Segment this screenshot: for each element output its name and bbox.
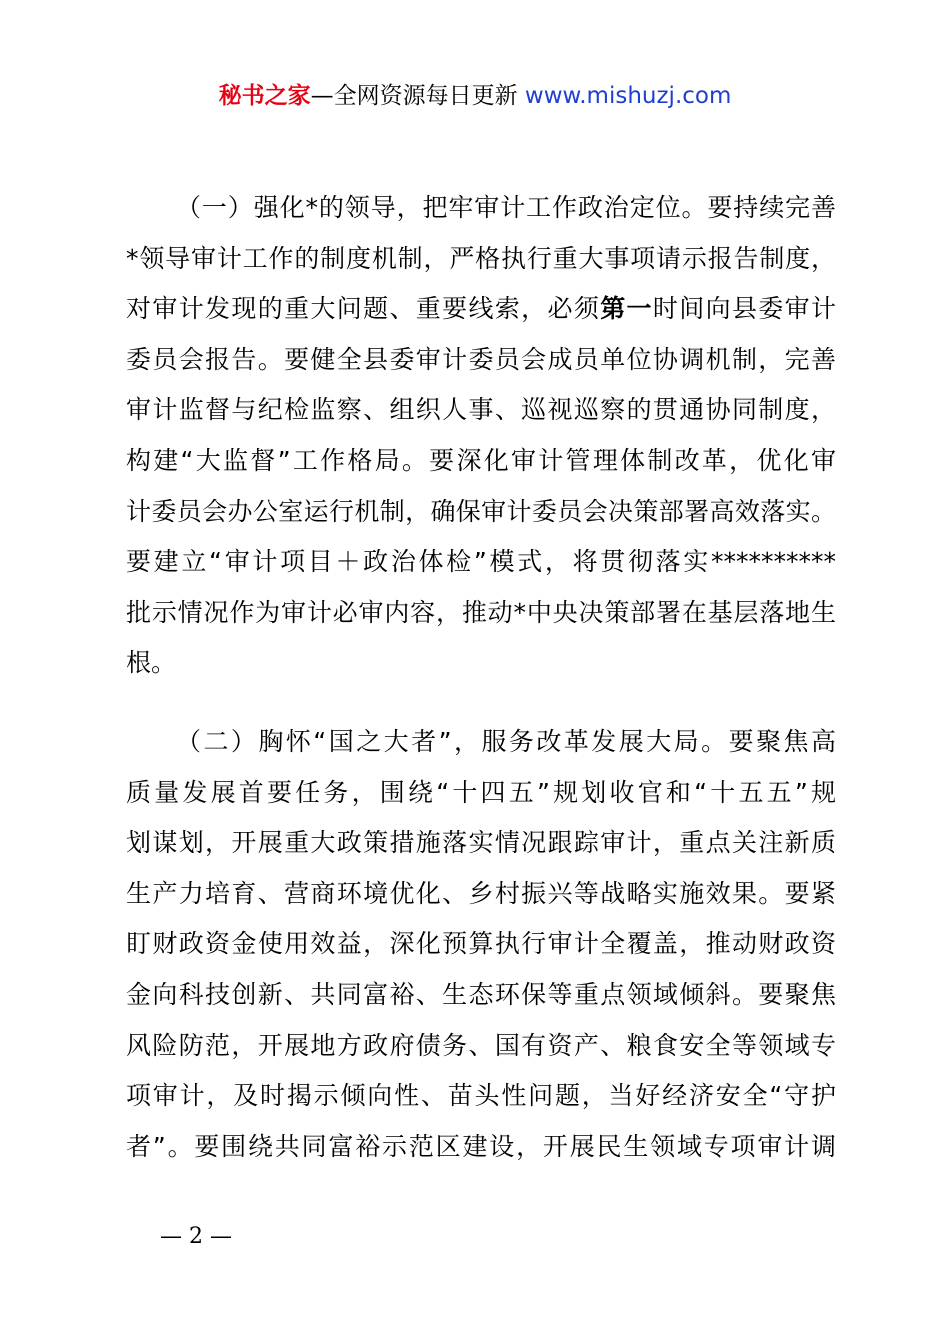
site-brand: 秘书之家 [218, 83, 311, 109]
text-line: 构建“大监督”工作格局。要深化审计管理体制改革，优化审 [126, 445, 836, 475]
text-line: 根。 [126, 648, 177, 678]
text-line: 计委员会办公室运行机制，确保审计委员会决策部署高效落实。 [126, 496, 836, 526]
text-line: （二）胸怀“国之大者”，服务改革发展大局。要聚焦高 [176, 726, 836, 756]
text-line: 批示情况作为审计必审内容，推动*中央决策部署在基层落地生 [126, 597, 836, 627]
text-line: 要建立“审计项目＋政治体检”模式，将贯彻落实********** [126, 547, 836, 577]
text-line: 审计监督与纪检监察、组织人事、巡视巡察的贯通协同制度， [126, 395, 836, 425]
text-line: 者”。要围绕共同富裕示范区建设，开展民生领域专项审计调 [126, 1131, 836, 1161]
text-line: 委员会报告。要健全县委审计委员会成员单位协调机制，完善 [126, 344, 836, 374]
text-line: 盯财政资金使用效益，深化预算执行审计全覆盖，推动财政资 [126, 929, 836, 959]
page-number: — 2 — [160, 1224, 232, 1249]
site-tagline: —全网资源每日更新 [310, 83, 525, 109]
paragraph-2 [126, 717, 836, 1172]
text-line: *领导审计工作的制度机制，严格执行重大事项请示报告制度， [126, 243, 836, 273]
text-line: 金向科技创新、共同富裕、生态环保等重点领域倾斜。要聚焦 [126, 979, 836, 1009]
paragraph-1 [126, 183, 836, 689]
text-line: 质量发展首要任务，围绕“十四五”规划收官和“十五五”规 [126, 777, 836, 807]
document-body [126, 183, 836, 1172]
text-run: 时间向县委审计 [652, 294, 836, 324]
text-run: 对审计发现的重大问题、重要线索，必须 [126, 294, 601, 324]
text-line: 风险防范，开展地方政府债务、国有资产、粮食安全等领域专 [126, 1030, 836, 1060]
text-line: （一）强化*的领导，把牢审计工作政治定位。要持续完善 [176, 193, 836, 222]
paragraph-gap [126, 689, 836, 717]
site-url-link[interactable]: www.mishuzj.com [524, 83, 732, 109]
text-line: 项审计，及时揭示倾向性、苗头性问题，当好经济安全“守护 [126, 1081, 836, 1111]
text-line [126, 284, 836, 335]
site-header [0, 80, 950, 112]
text-line: 生产力培育、营商环境优化、乡村振兴等战略实施效果。要紧 [126, 878, 836, 908]
bold-text-run: 第一 [600, 294, 653, 324]
text-line: 划谋划，开展重大政策措施落实情况跟踪审计，重点关注新质 [126, 828, 836, 858]
